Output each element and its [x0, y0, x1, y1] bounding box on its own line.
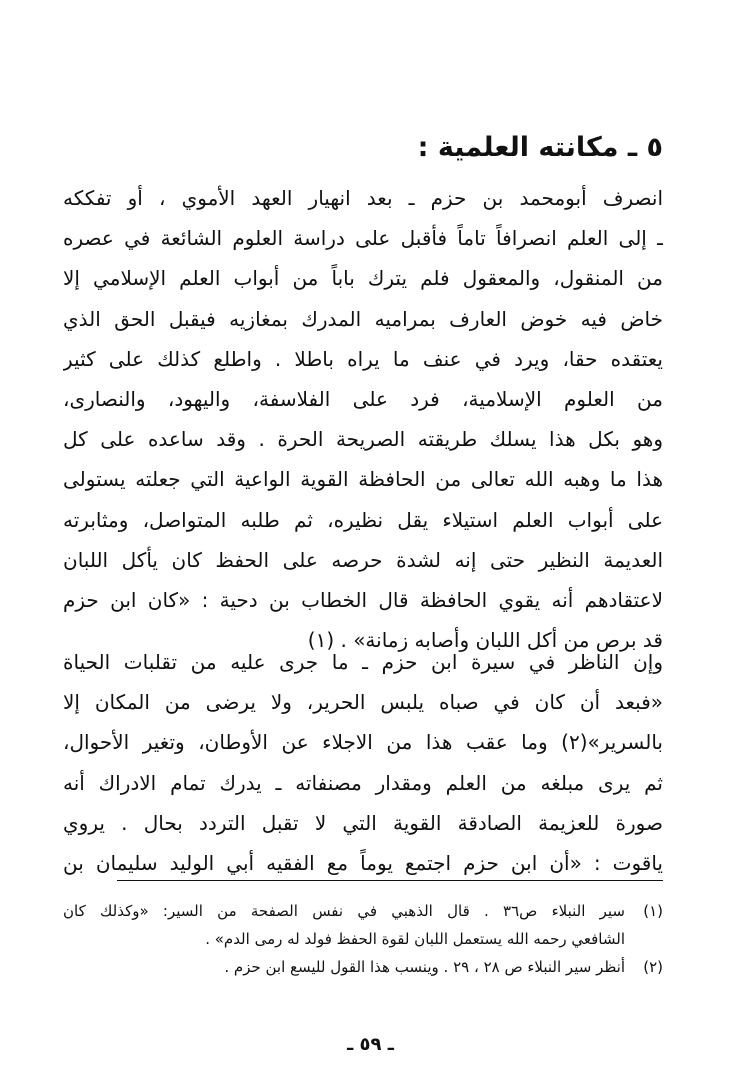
text-line: بالسرير»(٢) وما عقب هذا من الاجلاء عن الأوطان، وتغير الأحوال،: [63, 730, 663, 755]
text-line: هذا ما وهبه الله تعالى من الحافظة القوية الواعية التي جعلته يستولى: [63, 467, 663, 492]
text-line: ياقوت : «أن ابن حزم اجتمع يوماً مع الفقيه أبي الوليد سليمان بن: [63, 851, 663, 876]
footnote-2: [63, 953, 663, 981]
text-line: ـ إلى العلم انصرافاً تاماً فأقبل على دراسة العلوم الشائعة في عصره: [63, 226, 663, 251]
page-number: ـ ٥٩ ـ: [347, 1034, 394, 1055]
text-line: «فبعد أن كان في صباه يلبس الحرير، ولا يرضى من المكان إلا: [63, 690, 663, 715]
text-line: العديمة النظير حتى إنه لشدة حرصه على الحفظ كان يأكل اللبان: [63, 547, 663, 572]
footnote-number: (٢): [643, 958, 663, 976]
footnote-1-continued: [63, 925, 663, 953]
footnote-number: (١): [643, 902, 663, 920]
paragraph-2: [63, 642, 663, 883]
text-line: يعتقده حقا، ويرد في عنف ما يراه باطلا . واطلع كذلك على كثير: [63, 346, 663, 371]
text-line: من المنقول، والمعقول فلم يترك باباً من أبواب العلم الإسلامي إلا: [63, 266, 663, 291]
text-line: صورة للعزيمة الصادقة القوية التي لا تقبل التردد بحال . يروي: [63, 810, 663, 835]
text-line: من العلوم الإسلامية، فرد على الفلاسفة، واليهود، والنصارى،: [63, 387, 663, 412]
text-line: ثم يرى مبلغه من العلم ومقدار مصنفاته ـ يدرك تمام الادراك أنه: [63, 770, 663, 795]
text-line: على أبواب العلم استيلاء يقل نظيره، ثم طلبه المتواصل، ومثابرته: [63, 507, 663, 532]
text-line: وهو بكل هذا يسلك طريقته الصريحة الحرة . وقد ساعده على كل: [63, 427, 663, 452]
text-line: قد برص من أكل اللبان وأصابه زمانة» . (١): [307, 628, 663, 653]
text-line: لاعتقادهم أنه يقوي الحافظة قال الخطاب بن دحية : «كان ابن حزم: [63, 588, 663, 613]
footnote-text: سير النبلاء ص٣٦ . قال الذهبي في نفس الصفحة من السير: «وكذلك كان: [63, 902, 626, 920]
text-line: انصرف أبومحمد بن حزم ـ بعد انهيار العهد الأموي ، أو تفككه: [63, 186, 663, 210]
footnote-text: أنظر سير النبلاء ص ٢٨ ، ٢٩ . وينسب هذا القول لليسع ابن حزم .: [224, 958, 625, 976]
text-line: خاض فيه خوض العارف بمراميه المدرك بمغازيه فيقبل الحق الذي: [63, 306, 663, 331]
text-line: وإن الناظر في سيرة ابن حزم ـ ما جرى عليه من تقلبات الحياة: [63, 650, 663, 674]
section-heading: ٥ ـ مكانته العلمية :: [417, 132, 663, 163]
footnote-divider: [117, 880, 663, 881]
footnotes: [63, 897, 663, 981]
paragraph-1: [63, 178, 663, 660]
footnote-text: الشافعي رحمه الله يستعمل اللبان لقوة الحفظ فولد له رمى الدم» .: [205, 930, 625, 948]
footnote-1: [63, 897, 663, 925]
